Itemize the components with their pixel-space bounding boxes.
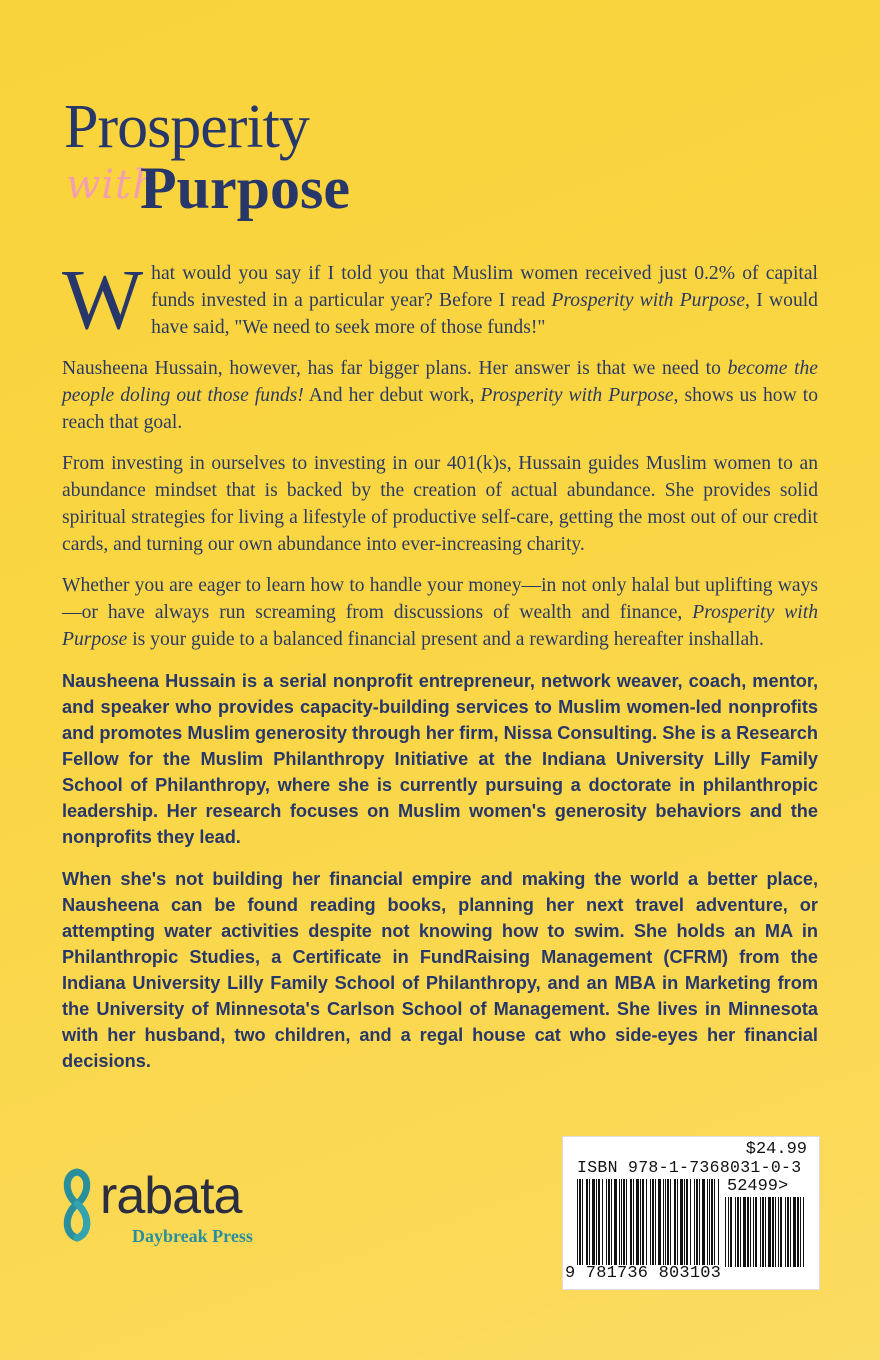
book-title [64, 93, 484, 226]
emphasis-text: become the people doling out those funds! [62, 358, 819, 406]
bio-paragraph-2: When she's not building her financial empire and making the world a better place, Nausheena can be found reading books, planning her next travel adventure, or attempting water activities despite not knowing how to swim. She holds an MA in Philanthropic Studies, a Certificate in FundRaising Management (CFRM) from the Indiana University Lilly Family School of Philanthropy, and an MBA in Marketing from the University of Minnesota's Carlson School of Management. She lives in Minnesota with her husband, two children, and a regal house cat who side-eyes her financial decisions. [62, 869, 818, 1071]
publisher-imprint: Daybreak Press [132, 1226, 253, 1246]
publisher-logo [60, 1162, 300, 1252]
publisher-name: rabata [100, 1167, 242, 1225]
addon-barcode-bars [725, 1197, 805, 1267]
title-prosperity: Prosperity [64, 93, 309, 161]
book-title-italic: Prosperity with Purpose [551, 290, 746, 311]
infinity-knot-icon [60, 1164, 94, 1244]
blurb-paragraph-1 [62, 251, 818, 347]
addon-digits: 52499> [727, 1177, 789, 1196]
ean-digits: 9 781736 803103 [565, 1264, 722, 1283]
bio-paragraph-1: Nausheena Hussain is a serial nonprofit entrepreneur, network weaver, coach, mentor, and speaker who provides capacity-building services to Muslim women-led nonprofits and promotes Muslim generosity through her firm, Nissa Consulting. She is a Research Fellow for the Muslim Philanthropy Initiative at the Indiana University Lilly Family School of Philanthropy, where she is currently pursuing a doctorate in philanthropic leadership. Her research focuses on Muslim women's generosity behaviors and the nonprofits they lead. [62, 671, 818, 847]
blurb-text: is your guide to a balanced financial present and a rewarding hereafter inshallah. [127, 629, 764, 650]
title-purpose: Purpose [140, 155, 350, 221]
ean-barcode-bars [577, 1179, 719, 1265]
isbn-label: ISBN 978-1-7368031-0-3 [577, 1158, 802, 1177]
blurb-paragraph-3: From investing in ourselves to investing in our 401(k)s, Hussain guides Muslim women to an abundance mindset that is backed by the creation of actual abundance. She provides solid spiritual strategies for living a lifestyle of productive self-care, getting the most out of our credit cards, and turning our own abundance into ever-increasing charity. [62, 453, 818, 555]
book-title-italic: Prosperity with Purpose [480, 385, 674, 406]
isbn-barcode [562, 1136, 820, 1290]
blurb-text: And her debut work, [303, 385, 481, 406]
blurb-text: Whether you are eager to learn how to handle your money—in not only halal but uplifting ways—or have always run screaming from discussions of wealth and finance, [62, 575, 818, 623]
drop-cap: W [62, 251, 144, 347]
price-label: $24.99 [745, 1140, 807, 1159]
book-title-italic: Prosperity with Purpose [62, 602, 818, 650]
book-blurb [62, 251, 819, 667]
title-with: with [66, 162, 159, 208]
blurb-text: , shows us how to reach that goal. [62, 385, 818, 433]
blurb-text: Nausheena Hussain, however, has far bigger plans. Her answer is that we need to [62, 358, 728, 379]
author-bio [62, 668, 818, 1090]
blurb-text: , I would have said, "We need to seek more of those funds!" [151, 290, 818, 338]
blurb-paragraph-2 [62, 355, 818, 436]
blurb-text: hat would you say if I told you that Muslim women received just 0.2% of capital funds invested in a particular year? Before I read [151, 263, 818, 311]
blurb-paragraph-4 [62, 572, 818, 653]
